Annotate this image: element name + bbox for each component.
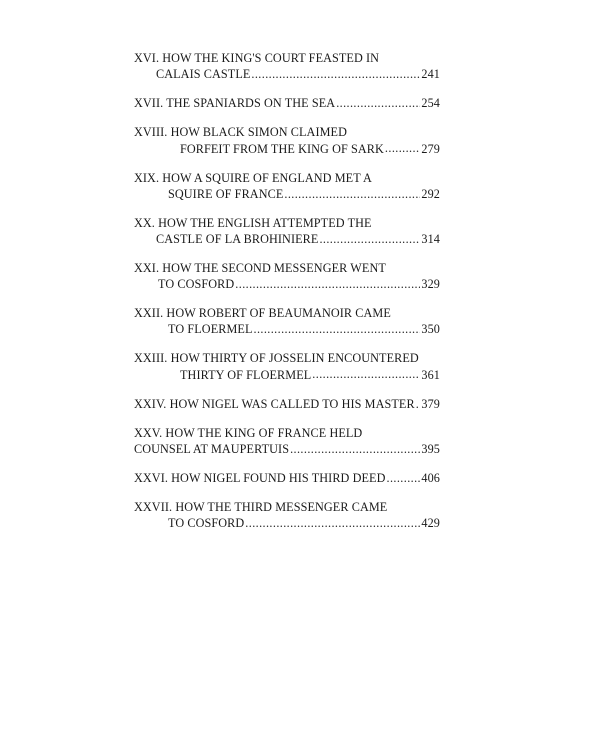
toc-entry-xxi[interactable] [134, 260, 440, 292]
toc-entry-xxv[interactable] [134, 425, 440, 457]
page-number: 361 [421, 367, 440, 382]
chapter-title-cont: TO FLOERMEL [168, 322, 253, 337]
dot-leader [312, 366, 420, 378]
page-number: 314 [421, 231, 440, 246]
dot-leader [284, 186, 420, 198]
toc-entry-xx[interactable] [134, 215, 440, 247]
toc-entry-xvii[interactable] [134, 95, 440, 111]
page-number: 279 [421, 141, 440, 156]
toc-entry-xxiii[interactable] [134, 350, 440, 382]
toc-entry-xix[interactable] [134, 170, 440, 202]
chapter-title-cont: TO COSFORD [158, 277, 235, 292]
page-number: 241 [421, 67, 440, 82]
chapter-title: XXVI. HOW NIGEL FOUND HIS THIRD DEED [134, 471, 386, 486]
toc-entry-xxiv[interactable] [134, 396, 440, 412]
page-number: 429 [421, 516, 440, 531]
chapter-title: XXIII. HOW THIRTY OF JOSSELIN ENCOUNTERED [134, 351, 419, 366]
table-of-contents [134, 50, 440, 544]
chapter-title-cont: TO COSFORD [168, 516, 245, 531]
chapter-title-cont: COUNSEL AT MAUPERTUIS [134, 441, 290, 456]
page-number: 350 [421, 322, 440, 337]
chapter-title: XXVII. HOW THE THIRD MESSENGER CAME [134, 500, 388, 515]
chapter-title: XXV. HOW THE KING OF FRANCE HELD [134, 425, 363, 440]
page-number: 292 [421, 186, 440, 201]
toc-entry-xxvi[interactable] [134, 470, 440, 486]
dot-leader [319, 231, 420, 243]
dot-leader [245, 515, 420, 527]
dot-leader [336, 95, 420, 107]
page-number: 395 [421, 441, 440, 456]
dot-leader [235, 276, 420, 288]
page-number: 254 [421, 96, 440, 111]
chapter-title-cont: CASTLE OF LA BROHINIERE [156, 231, 319, 246]
chapter-title-cont: SQUIRE OF FRANCE [168, 186, 284, 201]
toc-entry-xvi[interactable] [134, 50, 440, 82]
chapter-title-cont: THIRTY OF FLOERMEL [180, 367, 312, 382]
toc-entry-xviii[interactable] [134, 124, 440, 156]
chapter-title: XX. HOW THE ENGLISH ATTEMPTED THE [134, 215, 372, 230]
page-number: 379 [421, 396, 440, 411]
chapter-title-cont: CALAIS CASTLE [156, 67, 251, 82]
chapter-title: XVII. THE SPANIARDS ON THE SEA [134, 96, 336, 111]
chapter-title: XVI. HOW THE KING'S COURT FEASTED IN [134, 51, 380, 65]
dot-leader [387, 470, 421, 482]
dot-leader [251, 66, 420, 78]
toc-entry-xxii[interactable] [134, 305, 440, 337]
dot-leader [254, 321, 421, 333]
toc-entry-xxvii[interactable] [134, 499, 440, 531]
chapter-title: XXIV. HOW NIGEL WAS CALLED TO HIS MASTER [134, 396, 415, 411]
dot-leader [385, 140, 420, 152]
page-number: 329 [421, 277, 440, 292]
page-number: 406 [421, 471, 440, 486]
chapter-title: XVIII. HOW BLACK SIMON CLAIMED [134, 125, 347, 140]
chapter-title: XXI. HOW THE SECOND MESSENGER WENT [134, 260, 386, 275]
chapter-title-cont: FORFEIT FROM THE KING OF SARK [180, 141, 384, 156]
chapter-title: XIX. HOW A SQUIRE OF ENGLAND MET A [134, 170, 372, 185]
chapter-title: XXII. HOW ROBERT OF BEAUMANOIR CAME [134, 306, 391, 321]
dot-leader [416, 396, 421, 408]
dot-leader [290, 441, 420, 453]
